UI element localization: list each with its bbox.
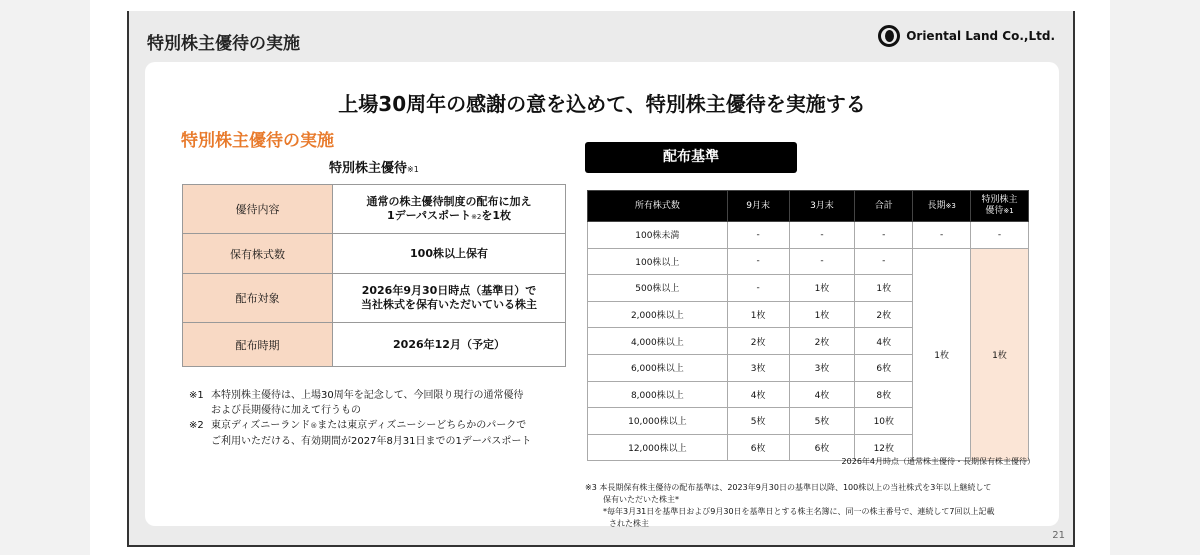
cell: 2枚 <box>855 301 913 328</box>
as-of-note: 2026年4月時点（通常株主優待・長期保有株主優待） <box>841 457 1035 466</box>
row-value <box>333 185 566 234</box>
sub-title-text: 特別株主優待 <box>329 161 408 176</box>
merged-cell-long-term: 1枚 <box>913 248 971 461</box>
section-title: 特別株主優待の実施 <box>181 131 334 151</box>
value-text: を1枚 <box>481 208 512 222</box>
footnote-segment: 本長期保有株主優待の配布基準は、2023年9月30日の基準日以降、100株以上の当社株式を3年以上継続して <box>599 483 992 492</box>
cell: 1枚 <box>789 301 855 328</box>
column-header <box>913 191 971 222</box>
cell: - <box>727 275 789 302</box>
row-value-line1: 通常の株主優待制度の配布に加え <box>366 194 532 208</box>
value-text: 1デーパスポート <box>386 208 472 222</box>
footnote-line: ご利用いただける、有効期間が2027年8月31日までの1デーパスポート <box>211 436 532 447</box>
slide <box>127 11 1075 547</box>
cell: 10枚 <box>855 408 913 435</box>
footnote-line: および長期優待に加えて行うもの <box>211 405 361 416</box>
row-key: 配布時期 <box>183 323 333 367</box>
merged-cell-special: 1枚 <box>971 248 1029 461</box>
cell: 10,000株以上 <box>588 408 728 435</box>
header-line <box>971 206 1028 217</box>
distribution-table <box>587 190 1029 461</box>
footnotes <box>189 388 589 449</box>
cell: 4枚 <box>855 328 913 355</box>
table-row <box>588 222 1029 249</box>
left-margin <box>0 0 90 555</box>
cell: 6枚 <box>789 434 855 461</box>
footnote-line <box>211 418 531 434</box>
table-row <box>183 234 566 274</box>
company-logo <box>878 25 1055 47</box>
row-key: 配布対象 <box>183 274 333 323</box>
table-row <box>183 185 566 234</box>
footnote-line: 保有いただいた株主* <box>603 495 679 504</box>
cell: - <box>789 248 855 275</box>
cell: - <box>855 248 913 275</box>
row-value-line2 <box>333 209 565 224</box>
page-number: 21 <box>1052 530 1065 541</box>
table-row <box>183 323 566 367</box>
header-note: ※3 <box>945 201 956 210</box>
cell: 6枚 <box>855 354 913 381</box>
table-header <box>588 191 1029 222</box>
cell: 12枚 <box>855 434 913 461</box>
benefit-details-table <box>182 184 566 367</box>
cell: 1枚 <box>727 301 789 328</box>
header-text: 優待 <box>985 206 1004 216</box>
cell: 3枚 <box>727 354 789 381</box>
registered-mark: ® <box>310 422 318 430</box>
cell: 1枚 <box>789 275 855 302</box>
cell: 8,000株以上 <box>588 381 728 408</box>
footnote-3 <box>585 482 1055 530</box>
cell: 100株以上 <box>588 248 728 275</box>
footnote-mark: ※3 <box>585 483 597 492</box>
cell: 5枚 <box>789 408 855 435</box>
column-header: 所有株式数 <box>588 191 728 222</box>
footnote <box>189 388 589 418</box>
row-key: 保有株式数 <box>183 234 333 274</box>
cell: 5枚 <box>727 408 789 435</box>
header-text: 特別株主 <box>981 195 1018 205</box>
header-note: ※1 <box>1003 207 1014 215</box>
logo-icon <box>878 25 900 47</box>
row-value-line1: 2026年9月30日時点（基準日）で <box>361 284 537 297</box>
table-row <box>183 274 566 323</box>
logo-text: Oriental Land Co.,Ltd. <box>906 29 1055 43</box>
distribution-criteria-label: 配布基準 <box>585 142 797 173</box>
footnote-segment: または東京ディズニーシーどちらかのパークで <box>317 420 527 431</box>
column-header <box>971 191 1029 222</box>
footnote <box>189 418 589 449</box>
table-row <box>588 248 1029 275</box>
footnote-line: *毎年3月31日を基準日および9月30日を基準日とする株主名簿に、同一の株主番号で、連続して7回以上記載 <box>603 507 995 516</box>
cell: - <box>855 222 913 249</box>
cell: - <box>727 248 789 275</box>
value-note: ※2 <box>471 212 482 221</box>
footnote-line <box>585 482 1055 494</box>
cell: 12,000株以上 <box>588 434 728 461</box>
row-value-line2: 当社株式を保有いただいている株主 <box>361 298 537 311</box>
footnote-line: 本特別株主優待は、上場30周年を記念して、今回限り現行の通常優待 <box>211 390 524 401</box>
cell: 8枚 <box>855 381 913 408</box>
footnote-mark: ※2 <box>189 420 204 431</box>
footnote-mark: ※1 <box>189 390 204 401</box>
cell: 500株以上 <box>588 275 728 302</box>
right-margin <box>1110 0 1200 555</box>
content-panel <box>145 62 1059 526</box>
row-value: 2026年12月（予定） <box>333 323 566 367</box>
cell: 2枚 <box>727 328 789 355</box>
column-header: 9月末 <box>727 191 789 222</box>
column-header: 3月末 <box>789 191 855 222</box>
sub-title <box>329 157 419 176</box>
cell: 4枚 <box>789 381 855 408</box>
cell: 6枚 <box>727 434 789 461</box>
cell: - <box>727 222 789 249</box>
row-key: 優待内容 <box>183 185 333 234</box>
cell: 2,000株以上 <box>588 301 728 328</box>
slide-title: 特別株主優待の実施 <box>147 34 300 54</box>
cell: - <box>971 222 1029 249</box>
row-value <box>333 274 566 323</box>
headline: 上場30周年の感謝の意を込めて、特別株主優待を実施する <box>338 92 866 116</box>
footnote-text <box>211 388 524 418</box>
cell: 4,000株以上 <box>588 328 728 355</box>
sub-title-note: ※1 <box>407 165 419 174</box>
cell: - <box>789 222 855 249</box>
cell: 2枚 <box>789 328 855 355</box>
footnote-text <box>211 418 531 449</box>
cell: 6,000株以上 <box>588 354 728 381</box>
cell: - <box>913 222 971 249</box>
footnote-line: された株主 <box>609 519 649 528</box>
cell: 100株未満 <box>588 222 728 249</box>
footnote-segment: 東京ディズニーランド <box>211 420 311 431</box>
cell: 4枚 <box>727 381 789 408</box>
cell: 1枚 <box>855 275 913 302</box>
header-text: 長期 <box>927 200 946 211</box>
cell: 3枚 <box>789 354 855 381</box>
column-header: 合計 <box>855 191 913 222</box>
row-value: 100株以上保有 <box>333 234 566 274</box>
